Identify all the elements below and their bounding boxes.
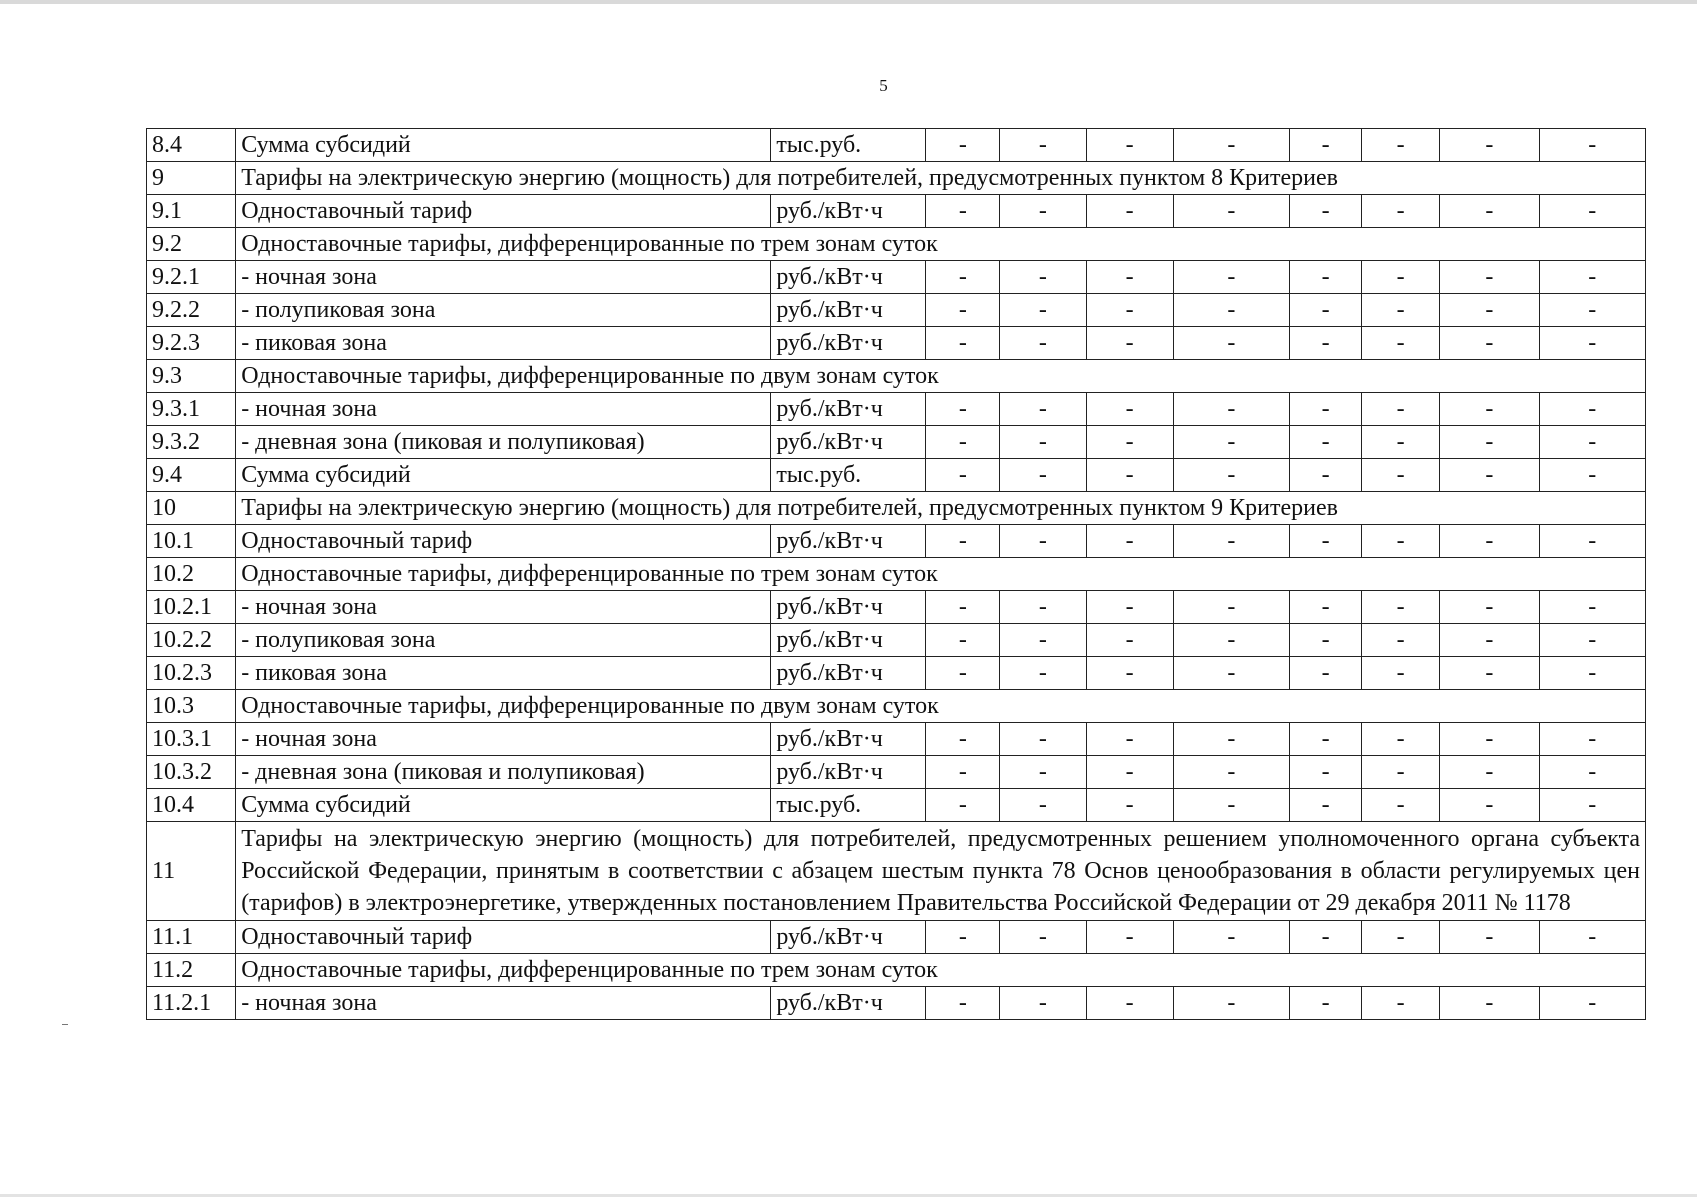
table-row	[147, 789, 1646, 822]
value-cell: -	[1290, 921, 1362, 954]
value-cell: -	[1440, 195, 1539, 228]
value-cell: -	[1000, 624, 1086, 657]
value-cell: -	[926, 459, 1000, 492]
value-cell: -	[1290, 624, 1362, 657]
scan-edge-bottom	[0, 1194, 1697, 1197]
row-label: Сумма субсидий	[236, 129, 771, 162]
value-cell: -	[1290, 129, 1362, 162]
value-cell: -	[1290, 195, 1362, 228]
section-title: Одноставочные тарифы, дифференцированные по двум зонам суток	[236, 690, 1646, 723]
unit-cell: руб./кВт·ч	[771, 921, 926, 954]
table-row	[147, 525, 1646, 558]
unit-cell: руб./кВт·ч	[771, 624, 926, 657]
row-label: Одноставочный тариф	[236, 195, 771, 228]
row-number: 10.2.2	[147, 624, 236, 657]
value-cell: -	[1290, 294, 1362, 327]
value-cell: -	[1440, 789, 1539, 822]
unit-cell: тыс.руб.	[771, 789, 926, 822]
value-cell: -	[1086, 921, 1173, 954]
value-cell: -	[1290, 525, 1362, 558]
table-row	[147, 624, 1646, 657]
value-cell: -	[1539, 921, 1646, 954]
value-cell: -	[1539, 426, 1646, 459]
section-row	[147, 162, 1646, 195]
row-number: 10.3.1	[147, 723, 236, 756]
value-cell: -	[1086, 624, 1173, 657]
value-cell: -	[926, 129, 1000, 162]
value-cell: -	[1000, 294, 1086, 327]
value-cell: -	[926, 294, 1000, 327]
row-label: - ночная зона	[236, 393, 771, 426]
table-row	[147, 921, 1646, 954]
value-cell: -	[1539, 525, 1646, 558]
scan-edge-top	[0, 0, 1697, 4]
value-cell: -	[1440, 723, 1539, 756]
value-cell: -	[1362, 987, 1440, 1020]
unit-cell: руб./кВт·ч	[771, 987, 926, 1020]
value-cell: -	[1362, 657, 1440, 690]
value-cell: -	[1440, 261, 1539, 294]
value-cell: -	[926, 426, 1000, 459]
value-cell: -	[1086, 459, 1173, 492]
section-row	[147, 690, 1646, 723]
value-cell: -	[1539, 789, 1646, 822]
value-cell: -	[926, 789, 1000, 822]
value-cell: -	[1173, 261, 1290, 294]
row-label: - пиковая зона	[236, 327, 771, 360]
tariff-table	[146, 128, 1646, 1020]
value-cell: -	[1000, 261, 1086, 294]
value-cell: -	[1000, 723, 1086, 756]
section-title: Одноставочные тарифы, дифференцированные по двум зонам суток	[236, 360, 1646, 393]
value-cell: -	[1000, 657, 1086, 690]
section-title: Тарифы на электрическую энергию (мощность) для потребителей, предусмотренных решением уполномоченного органа субъекта Российской Федерации, принятым в соответствии с абзацем шестым пункта 78 Основ ценообразования в области регулируемых цен (тарифов) в электроэнергетике, утвержденных постановлением Правительства Российской Федерации от 29 декабря 2011 № 1178	[236, 822, 1646, 921]
row-number: 10.4	[147, 789, 236, 822]
section-row	[147, 558, 1646, 591]
value-cell: -	[1086, 195, 1173, 228]
value-cell: -	[1173, 426, 1290, 459]
table-body	[147, 129, 1646, 1020]
value-cell: -	[1440, 525, 1539, 558]
row-label: Одноставочный тариф	[236, 921, 771, 954]
section-title: Тарифы на электрическую энергию (мощность) для потребителей, предусмотренных пунктом 8 Критериев	[236, 162, 1646, 195]
value-cell: -	[1173, 525, 1290, 558]
row-number: 11	[147, 822, 236, 921]
value-cell: -	[1000, 195, 1086, 228]
unit-cell: тыс.руб.	[771, 459, 926, 492]
row-label: - полупиковая зона	[236, 294, 771, 327]
row-number: 10.3	[147, 690, 236, 723]
value-cell: -	[1362, 525, 1440, 558]
value-cell: -	[1440, 756, 1539, 789]
page-number: 5	[879, 76, 888, 95]
value-cell: -	[1086, 327, 1173, 360]
value-cell: -	[1539, 657, 1646, 690]
value-cell: -	[1362, 723, 1440, 756]
row-label: Одноставочный тариф	[236, 525, 771, 558]
value-cell: -	[1362, 261, 1440, 294]
value-cell: -	[1086, 525, 1173, 558]
value-cell: -	[926, 261, 1000, 294]
value-cell: -	[1362, 327, 1440, 360]
value-cell: -	[1440, 921, 1539, 954]
value-cell: -	[1290, 591, 1362, 624]
value-cell: -	[1000, 426, 1086, 459]
table-row	[147, 195, 1646, 228]
value-cell: -	[1173, 789, 1290, 822]
table-row	[147, 657, 1646, 690]
value-cell: -	[1000, 525, 1086, 558]
value-cell: -	[1173, 921, 1290, 954]
scan-mark	[62, 1024, 68, 1025]
section-row	[147, 822, 1646, 921]
value-cell: -	[1173, 756, 1290, 789]
table-row	[147, 987, 1646, 1020]
value-cell: -	[1440, 129, 1539, 162]
row-label: - дневная зона (пиковая и полупиковая)	[236, 756, 771, 789]
row-number: 9.2.2	[147, 294, 236, 327]
row-number: 9.2.1	[147, 261, 236, 294]
value-cell: -	[926, 723, 1000, 756]
row-number: 11.1	[147, 921, 236, 954]
value-cell: -	[1000, 459, 1086, 492]
value-cell: -	[1086, 129, 1173, 162]
value-cell: -	[1290, 756, 1362, 789]
value-cell: -	[1173, 624, 1290, 657]
section-title: Тарифы на электрическую энергию (мощность) для потребителей, предусмотренных пунктом 9 Критериев	[236, 492, 1646, 525]
section-title: Одноставочные тарифы, дифференцированные по трем зонам суток	[236, 558, 1646, 591]
section-row	[147, 492, 1646, 525]
value-cell: -	[1000, 327, 1086, 360]
table-row	[147, 426, 1646, 459]
value-cell: -	[926, 195, 1000, 228]
value-cell: -	[1000, 921, 1086, 954]
value-cell: -	[1539, 591, 1646, 624]
value-cell: -	[1086, 393, 1173, 426]
value-cell: -	[1362, 921, 1440, 954]
row-number: 11.2	[147, 954, 236, 987]
value-cell: -	[1290, 393, 1362, 426]
unit-cell: руб./кВт·ч	[771, 591, 926, 624]
table-row	[147, 393, 1646, 426]
value-cell: -	[1173, 657, 1290, 690]
value-cell: -	[926, 327, 1000, 360]
value-cell: -	[1440, 657, 1539, 690]
row-number: 9.3.2	[147, 426, 236, 459]
row-number: 10	[147, 492, 236, 525]
row-label: - ночная зона	[236, 723, 771, 756]
value-cell: -	[1000, 756, 1086, 789]
value-cell: -	[1440, 624, 1539, 657]
value-cell: -	[1362, 789, 1440, 822]
row-label: - полупиковая зона	[236, 624, 771, 657]
value-cell: -	[1362, 393, 1440, 426]
section-title: Одноставочные тарифы, дифференцированные по трем зонам суток	[236, 954, 1646, 987]
table-row	[147, 591, 1646, 624]
value-cell: -	[1440, 294, 1539, 327]
value-cell: -	[1290, 987, 1362, 1020]
value-cell: -	[926, 987, 1000, 1020]
value-cell: -	[1086, 261, 1173, 294]
section-title: Одноставочные тарифы, дифференцированные по трем зонам суток	[236, 228, 1646, 261]
value-cell: -	[1290, 789, 1362, 822]
value-cell: -	[1086, 723, 1173, 756]
value-cell: -	[1440, 459, 1539, 492]
value-cell: -	[1173, 987, 1290, 1020]
value-cell: -	[926, 756, 1000, 789]
value-cell: -	[1362, 624, 1440, 657]
value-cell: -	[1000, 789, 1086, 822]
row-number: 9	[147, 162, 236, 195]
value-cell: -	[926, 525, 1000, 558]
row-number: 9.3	[147, 360, 236, 393]
table-row	[147, 129, 1646, 162]
value-cell: -	[1539, 393, 1646, 426]
value-cell: -	[1173, 195, 1290, 228]
value-cell: -	[1539, 129, 1646, 162]
value-cell: -	[926, 624, 1000, 657]
value-cell: -	[1086, 756, 1173, 789]
value-cell: -	[1539, 723, 1646, 756]
value-cell: -	[1539, 294, 1646, 327]
value-cell: -	[1362, 129, 1440, 162]
value-cell: -	[1362, 195, 1440, 228]
value-cell: -	[1173, 723, 1290, 756]
unit-cell: руб./кВт·ч	[771, 294, 926, 327]
value-cell: -	[1000, 393, 1086, 426]
value-cell: -	[1000, 987, 1086, 1020]
value-cell: -	[1086, 789, 1173, 822]
row-number: 9.2	[147, 228, 236, 261]
value-cell: -	[1173, 327, 1290, 360]
row-label: - дневная зона (пиковая и полупиковая)	[236, 426, 771, 459]
value-cell: -	[1362, 426, 1440, 459]
row-number: 9.4	[147, 459, 236, 492]
row-number: 9.1	[147, 195, 236, 228]
value-cell: -	[1539, 459, 1646, 492]
value-cell: -	[1440, 426, 1539, 459]
row-label: - ночная зона	[236, 261, 771, 294]
row-label: Сумма субсидий	[236, 459, 771, 492]
value-cell: -	[1539, 624, 1646, 657]
row-label: Сумма субсидий	[236, 789, 771, 822]
value-cell: -	[926, 657, 1000, 690]
value-cell: -	[926, 921, 1000, 954]
value-cell: -	[1290, 657, 1362, 690]
value-cell: -	[1362, 459, 1440, 492]
row-number: 10.2.3	[147, 657, 236, 690]
unit-cell: руб./кВт·ч	[771, 525, 926, 558]
unit-cell: руб./кВт·ч	[771, 723, 926, 756]
value-cell: -	[926, 591, 1000, 624]
row-label: - ночная зона	[236, 987, 771, 1020]
value-cell: -	[1000, 591, 1086, 624]
unit-cell: руб./кВт·ч	[771, 195, 926, 228]
value-cell: -	[1539, 987, 1646, 1020]
unit-cell: руб./кВт·ч	[771, 426, 926, 459]
value-cell: -	[1290, 723, 1362, 756]
value-cell: -	[1362, 591, 1440, 624]
unit-cell: руб./кВт·ч	[771, 393, 926, 426]
row-number: 10.1	[147, 525, 236, 558]
value-cell: -	[1173, 591, 1290, 624]
section-row	[147, 954, 1646, 987]
table-row	[147, 459, 1646, 492]
section-row	[147, 360, 1646, 393]
value-cell: -	[1173, 393, 1290, 426]
value-cell: -	[1440, 591, 1539, 624]
value-cell: -	[1086, 987, 1173, 1020]
value-cell: -	[1290, 261, 1362, 294]
unit-cell: тыс.руб.	[771, 129, 926, 162]
value-cell: -	[1539, 261, 1646, 294]
value-cell: -	[1290, 459, 1362, 492]
value-cell: -	[1086, 294, 1173, 327]
value-cell: -	[1086, 426, 1173, 459]
value-cell: -	[1539, 756, 1646, 789]
row-number: 10.2.1	[147, 591, 236, 624]
value-cell: -	[1086, 657, 1173, 690]
section-row	[147, 228, 1646, 261]
row-number: 9.2.3	[147, 327, 236, 360]
value-cell: -	[926, 393, 1000, 426]
table-row	[147, 723, 1646, 756]
value-cell: -	[1000, 129, 1086, 162]
table-row	[147, 327, 1646, 360]
value-cell: -	[1539, 195, 1646, 228]
unit-cell: руб./кВт·ч	[771, 327, 926, 360]
row-label: - ночная зона	[236, 591, 771, 624]
unit-cell: руб./кВт·ч	[771, 756, 926, 789]
table-row	[147, 294, 1646, 327]
row-label: - пиковая зона	[236, 657, 771, 690]
value-cell: -	[1290, 426, 1362, 459]
row-number: 11.2.1	[147, 987, 236, 1020]
value-cell: -	[1173, 459, 1290, 492]
value-cell: -	[1362, 294, 1440, 327]
table-row	[147, 756, 1646, 789]
value-cell: -	[1086, 591, 1173, 624]
value-cell: -	[1173, 129, 1290, 162]
value-cell: -	[1539, 327, 1646, 360]
row-number: 8.4	[147, 129, 236, 162]
unit-cell: руб./кВт·ч	[771, 657, 926, 690]
row-number: 10.2	[147, 558, 236, 591]
unit-cell: руб./кВт·ч	[771, 261, 926, 294]
table-row	[147, 261, 1646, 294]
row-number: 10.3.2	[147, 756, 236, 789]
row-number: 9.3.1	[147, 393, 236, 426]
value-cell: -	[1290, 327, 1362, 360]
value-cell: -	[1440, 327, 1539, 360]
value-cell: -	[1440, 987, 1539, 1020]
value-cell: -	[1173, 294, 1290, 327]
value-cell: -	[1362, 756, 1440, 789]
value-cell: -	[1440, 393, 1539, 426]
